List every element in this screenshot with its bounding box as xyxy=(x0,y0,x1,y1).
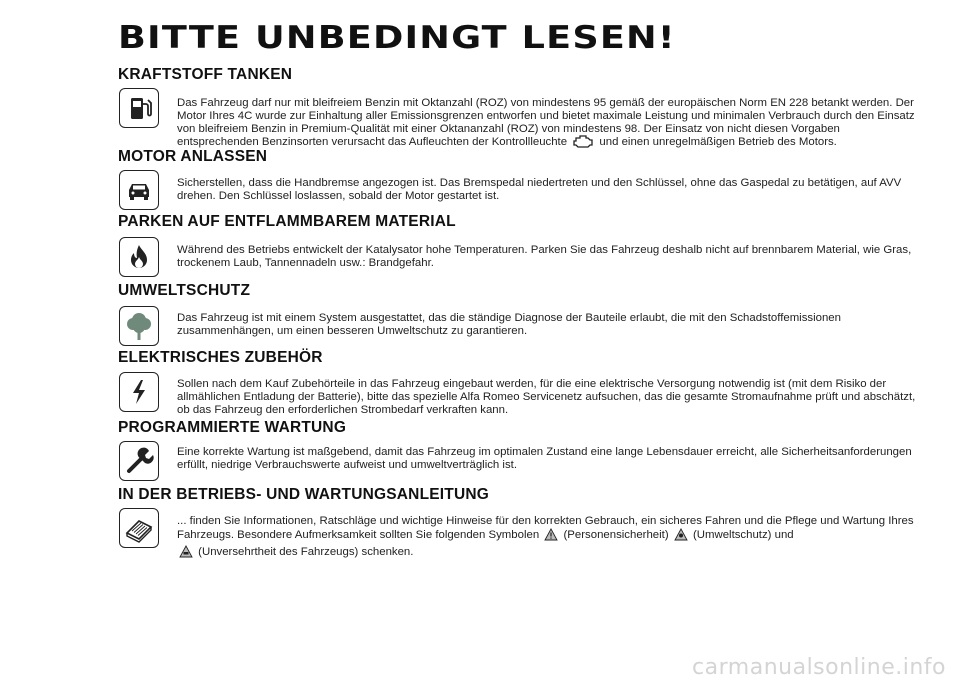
section-heading-maintenance: PROGRAMMIERTE WARTUNG xyxy=(118,419,347,436)
section-text-fuel: Das Fahrzeug darf nur mit bleifreiem Benzin mit Oktanzahl (ROZ) von mindestens 95 gemäß der europäischen Norm EN 228 betankt werden. Der Motor Ihres 4C wurde zur Einhaltung aller Emissionsgrenzen entworfen und bietet maximale Leistung und minimalen Verbrauch durch den Einsatz von bleifreiem Benzin in Premium-Qualität mit einer Oktananzahl (ROZ) von mindestens 98. Der Einsatz von nicht diesen Vorgaben entsprechenden Benzinsorten verursacht das Aufleuchten der Kontrollleuchte und einen unregelmäßigen Betrieb des Motors. xyxy=(177,97,917,152)
tree-icon xyxy=(119,306,159,346)
warning-environment-icon xyxy=(674,528,688,545)
section-text-environment: Das Fahrzeug ist mit einem System ausgestattet, das die ständige Diagnose der Bauteile erlaubt, die mit den Schadstoffemissionen zusammenhängen, um einen besseren Umweltschutz zu garantieren. xyxy=(177,312,841,337)
car-icon xyxy=(119,170,159,210)
section-text-manual: ... finden Sie Informationen, Ratschläge und wichtige Hinweise für den korrekten Gebrauch, ein sicheres Fahren und die Pflege und Wartung Ihres Fahrzeugs. Besondere Aufmerksamkeit sollten Sie folgenden Symbolen (Personensicherheit) (Umweltschutz) und (Unversehrtheit des Fahrzeugs) schenken. xyxy=(177,515,917,561)
wrench-icon xyxy=(119,441,159,481)
section-heading-fuel: KRAFTSTOFF TANKEN xyxy=(118,66,293,83)
section-heading-environment: UMWELTSCHUTZ xyxy=(118,282,251,299)
warning-personal-safety-icon xyxy=(544,528,558,545)
flame-icon xyxy=(119,237,159,277)
lightning-icon xyxy=(119,372,159,412)
section-heading-electrical: ELEKTRISCHES ZUBEHÖR xyxy=(118,349,323,366)
section-heading-manual: IN DER BETRIEBS- UND WARTUNGSANLEITUNG xyxy=(118,486,489,503)
section-heading-parking: PARKEN AUF ENTFLAMMBAREM MATERIAL xyxy=(118,213,456,230)
book-icon xyxy=(119,508,159,548)
section-heading-engine-start: MOTOR ANLASSEN xyxy=(118,148,268,165)
section-text-maintenance: Eine korrekte Wartung ist maßgebend, damit das Fahrzeug im optimalen Zustand eine lange Lebensdauer erreicht, alle Sicherheitsanforderungen erfüllt, niedrige Verbrauchswerte aufweist und umweltverträglich ist. xyxy=(177,446,912,471)
fuel-pump-icon xyxy=(119,88,159,128)
page-title: BITTE UNBEDINGT LESEN! xyxy=(118,20,676,56)
section-text-engine-start: Sicherstellen, dass die Handbremse angezogen ist. Das Bremspedal niedertreten und den Schlüssel, ohne das Gaspedal zu betätigen, auf AVV drehen. Den Schlüssel loslassen, sobald der Motor gestartet ist. xyxy=(177,177,902,202)
warning-vehicle-integrity-icon xyxy=(179,545,193,562)
watermark: carmanualsonline.info xyxy=(692,655,946,680)
engine-warning-icon xyxy=(572,135,594,152)
section-text-electrical: Sollen nach dem Kauf Zubehörteile in das Fahrzeug eingebaut werden, für die eine elektrische Versorgung notwendig ist (mit dem Risiko der allmählichen Entladung der Batterie), bitte das spezielle Alfa Romeo Servicenetz aufsuchen, das die gesamte Stromaufnahme prüft und abschätzt, ob das Fahrzeug den erforderlichen Strombedarf verkraften kann. xyxy=(177,378,916,416)
section-text-parking: Während des Betriebs entwickelt der Katalysator hohe Temperaturen. Parken Sie das Fahrzeug deshalb nicht auf brennbarem Material, wie Gras, trockenem Laub, Tannennadeln usw.: Brandgefahr. xyxy=(177,244,912,269)
